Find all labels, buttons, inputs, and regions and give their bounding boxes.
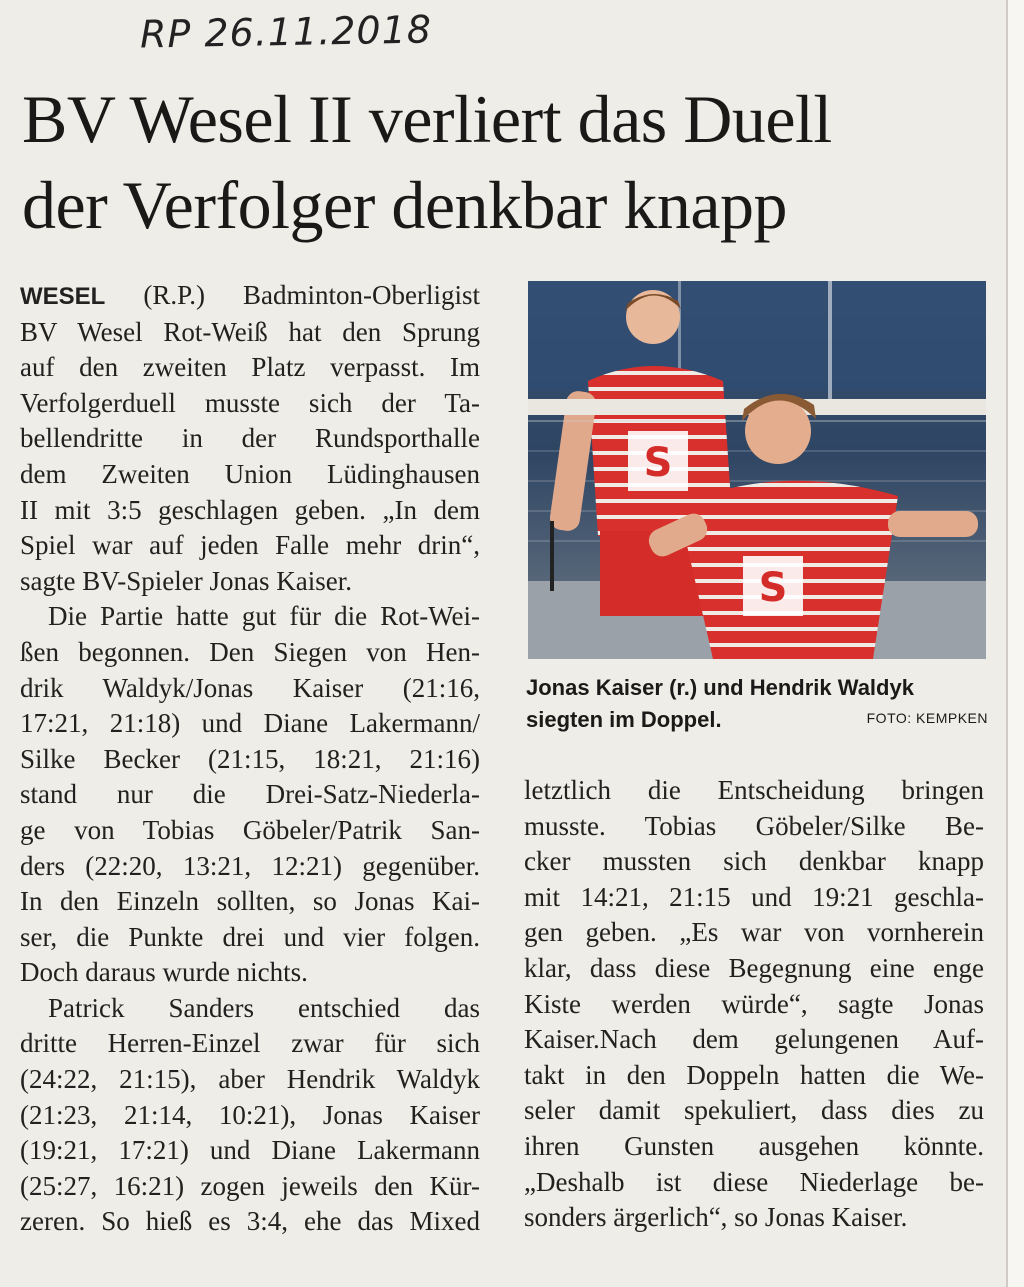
text-line: gen geben. „Es war von vornherein <box>524 917 984 948</box>
text-line: Verfolgerduell musste sich der Ta- <box>20 387 480 418</box>
article-left-column <box>20 278 480 1240</box>
photo-credit: FOTO: KEMPKEN <box>866 710 988 726</box>
text-line: Die Partie hatte gut für die Rot-Wei- <box>48 601 480 632</box>
text-line: „Deshalb ist diese Niederlage be- <box>524 1166 984 1197</box>
text-line: ge von Tobias Göbeler/Patrik San- <box>20 814 480 845</box>
text-line: (24:22, 21:15), aber Hendrik Waldyk <box>20 1064 480 1095</box>
text-line: Kaiser.Nach dem gelungenen Auf- <box>524 1024 984 1055</box>
handwritten-date-note: RP 26.11.2018 <box>139 7 433 57</box>
text-line: seler damit spekuliert, dass dies zu <box>524 1095 984 1126</box>
photo-illustration <box>528 281 986 659</box>
text-line: Doch daraus wurde nichts. <box>20 957 308 988</box>
text-line: In den Einzeln sollten, so Jonas Kai- <box>20 886 480 917</box>
text-line: letztlich die Entscheidung bringen <box>524 775 984 805</box>
text-line: ders (22:20, 13:21, 12:21) gegenüber. <box>20 850 480 881</box>
text-line: ihren Gunsten ausgehen könnte. <box>524 1130 984 1161</box>
text-line: cker mussten sich denkbar knapp <box>524 846 984 877</box>
text-line: ser, die Punkte drei und vier folgen. <box>20 921 480 952</box>
page-edge <box>1008 0 1024 1287</box>
text-line: drik Waldyk/Jonas Kaiser (21:16, <box>20 672 480 703</box>
text-line: auf den zweiten Platz verpasst. Im <box>20 352 480 383</box>
headline-line-2: der Verfolger denkbar knapp <box>22 167 788 243</box>
badminton-doubles-photo <box>528 281 986 659</box>
paragraph-1 <box>20 278 480 599</box>
dateline: WESEL <box>20 283 106 310</box>
text-line: ßen begonnen. Den Siegen von Hen- <box>20 636 480 667</box>
text-line: Patrick Sanders entschied das <box>48 992 480 1023</box>
photo-caption <box>526 672 988 736</box>
text-line: 17:21, 21:18) und Diane Lakermann/ <box>20 708 480 739</box>
text-line: II mit 3:5 geschlagen geben. „In dem <box>20 494 480 525</box>
text-line: takt in den Doppeln hatten die We- <box>524 1059 984 1090</box>
text-line: stand nur die Drei-Satz-Niederla- <box>20 779 480 810</box>
text-line: (21:23, 21:14, 10:21), Jonas Kaiser <box>20 1099 480 1130</box>
text-line: BV Wesel Rot-Weiß hat den Sprung <box>20 316 480 347</box>
text-line: mit 14:21, 21:15 und 19:21 geschla- <box>524 881 984 912</box>
headline-line-1: BV Wesel II verliert das Duell <box>22 81 832 157</box>
caption-line-1: Jonas Kaiser (r.) und Hendrik Waldyk <box>526 675 914 700</box>
paragraph-2 <box>20 599 480 991</box>
text-line: (R.P.) Badminton-Oberligist <box>143 280 480 310</box>
text-line: klar, dass diese Begegnung eine enge <box>524 952 984 983</box>
svg-text:S: S <box>758 565 788 611</box>
svg-text:S: S <box>643 440 673 486</box>
text-line: musste. Tobias Göbeler/Silke Be- <box>524 810 984 841</box>
text-line: (19:21, 17:21) und Diane Lakermann <box>20 1135 480 1166</box>
article-right-column <box>524 773 984 1236</box>
headline <box>22 76 992 248</box>
text-line: dritte Herren-Einzel zwar für sich <box>20 1028 480 1059</box>
text-line: zeren. So hieß es 3:4, ehe das Mixed <box>20 1206 480 1237</box>
paragraph-3 <box>20 991 480 1240</box>
text-line: (25:27, 16:21) zogen jeweils den Kür- <box>20 1170 480 1201</box>
text-line: Silke Becker (21:15, 18:21, 21:16) <box>20 743 480 774</box>
text-line: bellendritte in der Rundsporthalle <box>20 423 480 454</box>
text-line: Spiel war auf jeden Falle mehr drin“, <box>20 530 480 561</box>
paragraph-4 <box>524 773 984 1236</box>
caption-line-2: siegten im Doppel. <box>526 707 722 732</box>
text-line: sagte BV-Spieler Jonas Kaiser. <box>20 565 352 596</box>
text-line: Kiste werden würde“, sagte Jonas <box>524 988 984 1019</box>
text-line: sonders ärgerlich“, so Jonas Kaiser. <box>524 1202 908 1233</box>
text-line: dem Zweiten Union Lüdinghausen <box>20 458 480 489</box>
